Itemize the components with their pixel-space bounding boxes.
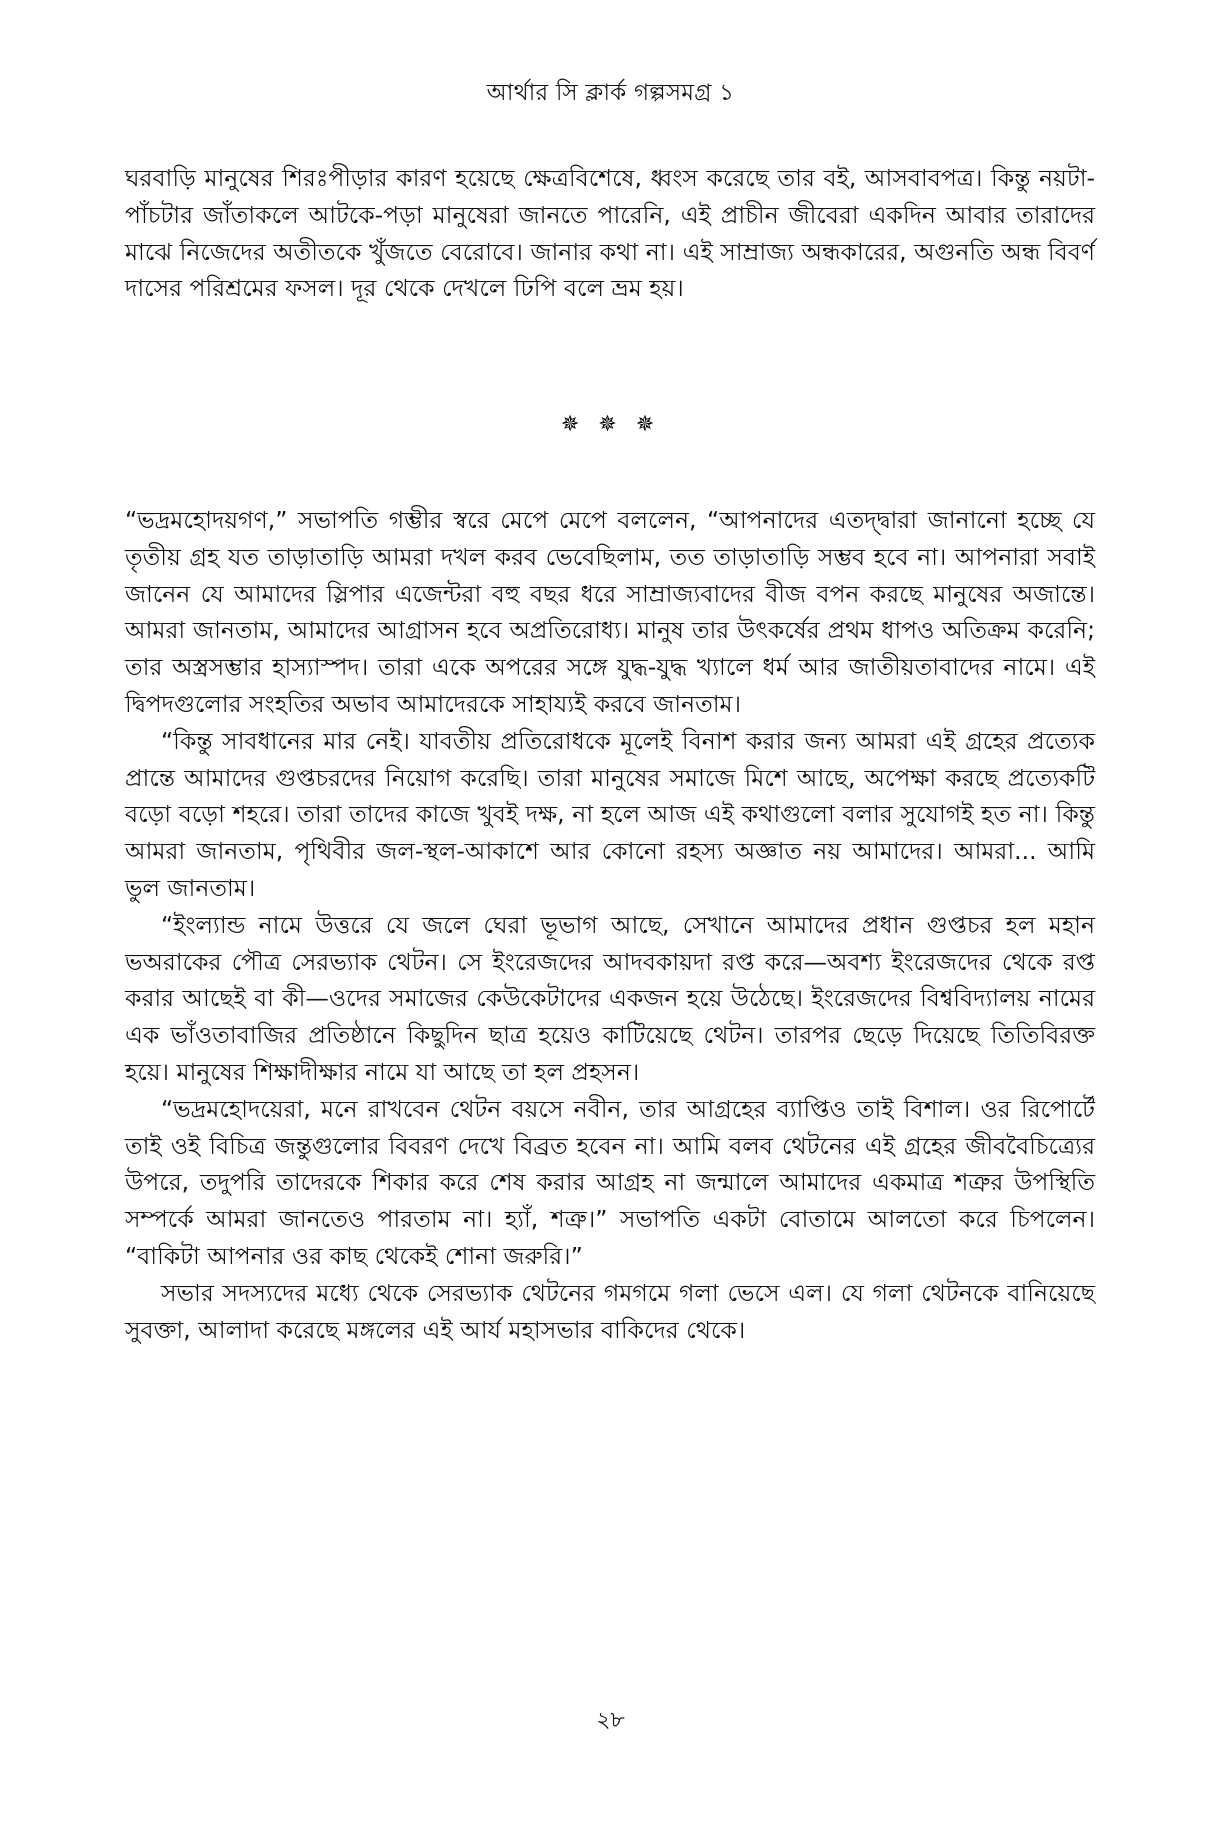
text-block-before-break [125, 160, 1095, 307]
running-header-title: আর্থার সি ক্লার্ক গল্পসমগ্র ১ [486, 80, 735, 106]
paragraph: “ইংল্যান্ড নামে উত্তরে যে জলে ঘেরা ভূভাগ আছে, সেখানে আমাদের প্রধান গুপ্তচর হল মহান ভঅরাকের পৌত্র সেরভ্যাক থেটন। সে ইংরেজদের আদবকায়দা রপ্ত করে—অবশ্য ইংরেজদের থেকে রপ্ত করার আছেই বা কী—ওদের সমাজের কেউকেটাদের একজন হয়ে উঠেছে। ইংরেজদের বিশ্ববিদ্যালয় নামের এক ভাঁওতাবাজির প্রতিষ্ঠানে কিছুদিন ছাত্র হয়েও কাটিয়েছে থেটন। তারপর ছেড়ে দিয়েছে তিতিবিরক্ত হয়ে। মানুষের শিক্ষাদীক্ষার নামে যা আছে তা হল প্রহসন। [125, 910, 1095, 1086]
paragraph: সভার সদস্যদের মধ্যে থেকে সেরভ্যাক থেটনের গমগমে গলা ভেসে এল। যে গলা থেটনকে বানিয়েছে সুবক্তা, আলাদা করেছে মঙ্গলের এই আর্য মহাসভার বাকিদের থেকে। [125, 1278, 1095, 1344]
paragraph: “ভদ্রমহোদয়েরা, মনে রাখবেন থেটন বয়সে নবীন, তার আগ্রহের ব্যাপ্তিও তাই বিশাল। ওর রিপোর্টে তাই ওই বিচিত্র জন্তুগুলোর বিবরণ দেখে বিব্রত হবেন না। আমি বলব থেটনের এই গ্রহের জীববৈচিত্র্যের উপরে, তদুপরি তাদেরকে শিকার করে শেষ করার আগ্রহ না জন্মালে আমাদের একমাত্র শত্রুর উপস্থিতি সম্পর্কে আমরা জানতেও পারতাম না। হ্যাঁ, শত্রু।” সভাপতি একটা বোতামে আলতো করে চিপলেন। “বাকিটা আপনার ওর কাছ থেকেই শোনা জরুরি।” [125, 1094, 1095, 1270]
section-break-asterism-icon: ✵ ✵ ✵ [560, 412, 661, 437]
page-number: ২৮ [596, 1708, 625, 1733]
paragraph: “ভদ্রমহোদয়গণ,” সভাপতি গম্ভীর স্বরে মেপে মেপে বললেন, “আপনাদের এতদ্দ্বারা জানানো হচ্ছে যে তৃতীয় গ্রহ যত তাড়াতাড়ি আমরা দখল করব ভেবেছিলাম, তত তাড়াতাড়ি সম্ভব হবে না। আপনারা সবাই জানেন যে আমাদের স্লিপার এজেন্টরা বহু বছর ধরে সাম্রাজ্যবাদের বীজ বপন করছে মানুষের অজান্তে। আমরা জানতাম, আমাদের আগ্রাসন হবে অপ্রতিরোধ্য। মানুষ তার উৎকর্ষের প্রথম ধাপও অতিক্রম করেনি; তার অস্ত্রসম্ভার হাস্যাস্পদ। তারা একে অপরের সঙ্গে যুদ্ধ-যুদ্ধ খ্যালে ধর্ম আর জাতীয়তাবাদের নামে। এই দ্বিপদগুলোর সংহতির অভাব আমাদেরকে সাহায্যই করবে জানতাম। [125, 506, 1095, 718]
paragraph: “কিন্তু সাবধানের মার নেই। যাবতীয় প্রতিরোধকে মূলেই বিনাশ করার জন্য আমরা এই গ্রহের প্রত্যেক প্রান্তে আমাদের গুপ্তচরদের নিয়োগ করেছি। তারা মানুষের সমাজে মিশে আছে, অপেক্ষা করছে প্রত্যেকটি বড়ো বড়ো শহরে। তারা তাদের কাজে খুবই দক্ষ, না হলে আজ এই কথাগুলো বলার সুযোগই হত না। কিন্তু আমরা জানতাম, পৃথিবীর জল-স্থল-আকাশে আর কোনো রহস্য অজ্ঞাত নয় আমাদের। আমরা... আমি ভুল জানতাম। [125, 726, 1095, 902]
text-block-after-break [125, 502, 1095, 1348]
paragraph: ঘরবাড়ি মানুষের শিরঃপীড়ার কারণ হয়েছে ক্ষেত্রবিশেষে, ধ্বংস করেছে তার বই, আসবাবপত্র। কিন্তু নয়টা-পাঁচটার জাঁতাকলে আটকে-পড়া মানুষেরা জানতে পারেনি, এই প্রাচীন জীবেরা একদিন আবার তারাদের মাঝে নিজেদের অতীতকে খুঁজতে বেরোবে। জানার কথা না। এই সাম্রাজ্য অন্ধকারের, অগুনতি অন্ধ বিবর্ণ দাসের পরিশ্রমের ফসল। দূর থেকে দেখলে ঢিপি বলে ভ্রম হয়। [125, 164, 1095, 303]
